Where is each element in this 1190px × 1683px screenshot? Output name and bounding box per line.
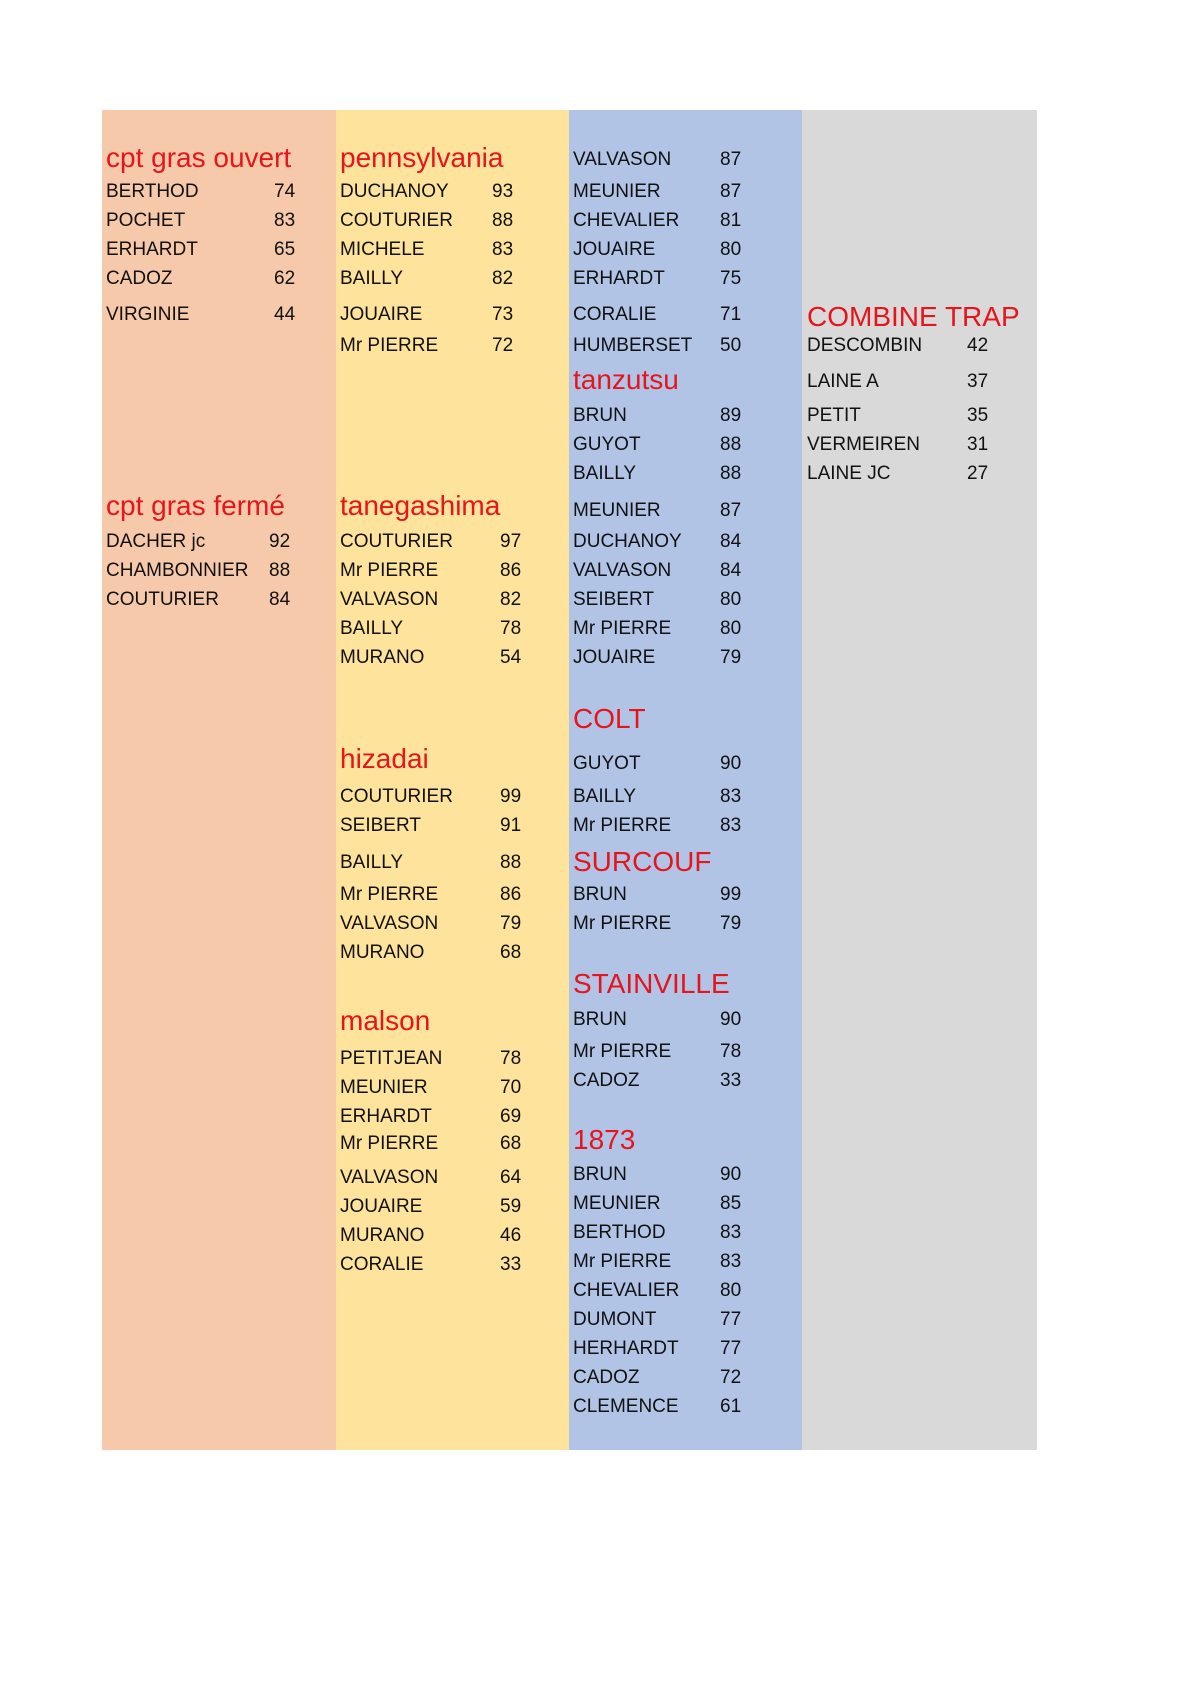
shooter-score: 68 bbox=[500, 942, 522, 963]
shooter-score: 64 bbox=[500, 1167, 522, 1188]
shooter-score: 70 bbox=[500, 1077, 522, 1098]
shooter-score: 73 bbox=[492, 304, 514, 325]
shooter-score: 90 bbox=[720, 1164, 742, 1185]
shooter-score: 89 bbox=[720, 405, 742, 426]
shooter-name: LAINE JC bbox=[807, 463, 891, 484]
shooter-name: VALVASON bbox=[573, 560, 672, 581]
shooter-name: CHEVALIER bbox=[573, 1280, 680, 1301]
shooter-name: Mr PIERRE bbox=[573, 815, 672, 836]
shooter-score: 83 bbox=[720, 1251, 742, 1272]
shooter-score: 84 bbox=[720, 531, 742, 552]
shooter-score: 75 bbox=[720, 268, 742, 289]
shooter-score: 46 bbox=[500, 1225, 522, 1246]
shooter-name: BRUN bbox=[573, 1164, 627, 1185]
shooter-score: 88 bbox=[720, 463, 742, 484]
shooter-name: JOUAIRE bbox=[573, 647, 656, 668]
shooter-score: 83 bbox=[720, 786, 742, 807]
shooter-name: BRUN bbox=[573, 405, 627, 426]
shooter-name: PETIT bbox=[807, 405, 861, 426]
shooter-name: MEUNIER bbox=[573, 500, 661, 521]
shooter-name: PETITJEAN bbox=[340, 1048, 443, 1069]
shooter-score: 83 bbox=[720, 815, 742, 836]
shooter-score: 80 bbox=[720, 239, 742, 260]
shooter-name: BRUN bbox=[573, 1009, 627, 1030]
shooter-score: 65 bbox=[274, 239, 296, 260]
shooter-score: 82 bbox=[492, 268, 514, 289]
shooter-name: JOUAIRE bbox=[340, 304, 423, 325]
shooter-score: 88 bbox=[269, 560, 291, 581]
shooter-score: 83 bbox=[274, 210, 296, 231]
shooter-score: 83 bbox=[492, 239, 514, 260]
shooter-name: BAILLY bbox=[340, 268, 404, 289]
shooter-name: ERHARDT bbox=[573, 268, 665, 289]
shooter-name: JOUAIRE bbox=[340, 1196, 423, 1217]
shooter-name: JOUAIRE bbox=[573, 239, 656, 260]
shooter-name: Mr PIERRE bbox=[573, 1251, 672, 1272]
shooter-name: CORALIE bbox=[340, 1254, 424, 1275]
shooter-name: CADOZ bbox=[573, 1070, 640, 1091]
shooter-name: BERTHOD bbox=[106, 181, 199, 202]
shooter-name: MEUNIER bbox=[573, 1193, 661, 1214]
shooter-name: CHAMBONNIER bbox=[106, 560, 249, 581]
shooter-score: 88 bbox=[492, 210, 514, 231]
shooter-name: LAINE A bbox=[807, 371, 879, 392]
shooter-score: 31 bbox=[967, 434, 989, 455]
section-title-colt: COLT bbox=[573, 703, 646, 734]
shooter-score: 78 bbox=[500, 1048, 522, 1069]
shooter-score: 50 bbox=[720, 335, 742, 356]
section-title-cpt-gras-ferme: cpt gras fermé bbox=[106, 490, 285, 521]
shooter-score: 84 bbox=[269, 589, 291, 610]
shooter-name: DESCOMBIN bbox=[807, 335, 923, 356]
shooter-name: CLEMENCE bbox=[573, 1396, 679, 1417]
shooter-score: 81 bbox=[720, 210, 742, 231]
section-title-stainville: STAINVILLE bbox=[573, 968, 730, 999]
shooter-score: 74 bbox=[274, 181, 296, 202]
shooter-name: VALVASON bbox=[340, 1167, 439, 1188]
shooter-name: SEIBERT bbox=[573, 589, 654, 610]
shooter-name: CHEVALIER bbox=[573, 210, 680, 231]
shooter-score: 54 bbox=[500, 647, 522, 668]
shooter-score: 79 bbox=[720, 647, 742, 668]
shooter-score: 87 bbox=[720, 500, 742, 521]
shooter-name: MEUNIER bbox=[340, 1077, 428, 1098]
section-title-cpt-gras-ouvert: cpt gras ouvert bbox=[106, 142, 292, 173]
shooter-name: POCHET bbox=[106, 210, 186, 231]
shooter-score: 62 bbox=[274, 268, 296, 289]
shooter-score: 99 bbox=[500, 786, 522, 807]
shooter-name: BAILLY bbox=[340, 618, 404, 639]
shooter-score: 82 bbox=[500, 589, 522, 610]
shooter-score: 27 bbox=[967, 463, 989, 484]
section-title-tanzutsu: tanzutsu bbox=[573, 364, 679, 395]
shooter-score: 72 bbox=[720, 1367, 742, 1388]
shooter-score: 90 bbox=[720, 753, 742, 774]
shooter-name: SEIBERT bbox=[340, 815, 421, 836]
shooter-name: VALVASON bbox=[340, 913, 439, 934]
shooter-name: DACHER jc bbox=[106, 531, 206, 552]
shooter-score: 44 bbox=[274, 304, 296, 325]
shooter-score: 91 bbox=[500, 815, 522, 836]
shooter-score: 92 bbox=[269, 531, 291, 552]
shooter-name: Mr PIERRE bbox=[573, 618, 672, 639]
shooter-name: Mr PIERRE bbox=[340, 1133, 439, 1154]
section-title-s1873: 1873 bbox=[573, 1124, 636, 1155]
shooter-name: MURANO bbox=[340, 942, 425, 963]
shooter-score: 93 bbox=[492, 181, 514, 202]
shooter-score: 69 bbox=[500, 1106, 522, 1127]
shooter-score: 33 bbox=[720, 1070, 742, 1091]
shooter-score: 59 bbox=[500, 1196, 522, 1217]
shooter-score: 83 bbox=[720, 1222, 742, 1243]
shooter-name: COUTURIER bbox=[340, 786, 453, 807]
shooter-score: 80 bbox=[720, 1280, 742, 1301]
shooter-score: 37 bbox=[967, 371, 989, 392]
section-title-malson: malson bbox=[340, 1005, 431, 1036]
shooter-score: 87 bbox=[720, 181, 742, 202]
shooter-name: VIRGINIE bbox=[106, 304, 190, 325]
shooter-score: 72 bbox=[492, 335, 514, 356]
shooter-score: 80 bbox=[720, 589, 742, 610]
section-title-combine-trap: COMBINE TRAP bbox=[807, 301, 1020, 332]
shooter-name: BERTHOD bbox=[573, 1222, 666, 1243]
shooter-name: ERHARDT bbox=[106, 239, 198, 260]
shooter-name: BRUN bbox=[573, 884, 627, 905]
shooter-name: Mr PIERRE bbox=[340, 560, 439, 581]
section-title-pennsylvania: pennsylvania bbox=[340, 142, 504, 173]
shooter-score: 87 bbox=[720, 149, 742, 170]
shooter-score: 78 bbox=[720, 1041, 742, 1062]
shooter-score: 88 bbox=[720, 434, 742, 455]
shooter-name: COUTURIER bbox=[340, 531, 453, 552]
shooter-name: BAILLY bbox=[573, 463, 637, 484]
shooter-name: CORALIE bbox=[573, 304, 657, 325]
shooter-score: 80 bbox=[720, 618, 742, 639]
shooter-score: 84 bbox=[720, 560, 742, 581]
shooter-name: VALVASON bbox=[340, 589, 439, 610]
shooter-name: DUCHANOY bbox=[573, 531, 682, 552]
shooter-name: Mr PIERRE bbox=[573, 1041, 672, 1062]
shooter-score: 77 bbox=[720, 1309, 742, 1330]
shooter-name: Mr PIERRE bbox=[573, 913, 672, 934]
shooter-score: 61 bbox=[720, 1396, 742, 1417]
shooter-name: MURANO bbox=[340, 647, 425, 668]
shooter-name: GUYOT bbox=[573, 753, 641, 774]
shooter-name: HERHARDT bbox=[573, 1338, 679, 1359]
section-title-tanegashima: tanegashima bbox=[340, 490, 501, 521]
shooter-name: CADOZ bbox=[106, 268, 173, 289]
shooter-score: 79 bbox=[720, 913, 742, 934]
shooter-name: HUMBERSET bbox=[573, 335, 693, 356]
shooter-name: GUYOT bbox=[573, 434, 641, 455]
shooter-score: 42 bbox=[967, 335, 989, 356]
shooter-name: COUTURIER bbox=[340, 210, 453, 231]
shooter-score: 79 bbox=[500, 913, 522, 934]
shooter-score: 88 bbox=[500, 852, 522, 873]
shooter-name: VALVASON bbox=[573, 149, 672, 170]
shooter-score: 99 bbox=[720, 884, 742, 905]
shooter-score: 86 bbox=[500, 560, 522, 581]
shooter-score: 78 bbox=[500, 618, 522, 639]
shooter-score: 97 bbox=[500, 531, 522, 552]
shooter-score: 85 bbox=[720, 1193, 742, 1214]
shooter-name: MICHELE bbox=[340, 239, 425, 260]
shooter-score: 71 bbox=[720, 304, 742, 325]
shooter-name: COUTURIER bbox=[106, 589, 219, 610]
section-title-hizadai: hizadai bbox=[340, 743, 429, 774]
shooter-name: Mr PIERRE bbox=[340, 884, 439, 905]
shooter-name: CADOZ bbox=[573, 1367, 640, 1388]
shooter-name: BAILLY bbox=[340, 852, 404, 873]
shooter-score: 68 bbox=[500, 1133, 522, 1154]
shooter-score: 86 bbox=[500, 884, 522, 905]
shooter-name: MEUNIER bbox=[573, 181, 661, 202]
shooter-score: 33 bbox=[500, 1254, 522, 1275]
shooter-score: 35 bbox=[967, 405, 989, 426]
shooter-name: MURANO bbox=[340, 1225, 425, 1246]
shooter-name: Mr PIERRE bbox=[340, 335, 439, 356]
section-title-surcouf: SURCOUF bbox=[573, 846, 712, 877]
shooter-score: 90 bbox=[720, 1009, 742, 1030]
shooter-score: 77 bbox=[720, 1338, 742, 1359]
shooter-name: DUCHANOY bbox=[340, 181, 449, 202]
shooter-name: VERMEIREN bbox=[807, 434, 920, 455]
shooter-name: BAILLY bbox=[573, 786, 637, 807]
shooter-name: ERHARDT bbox=[340, 1106, 432, 1127]
shooter-name: DUMONT bbox=[573, 1309, 657, 1330]
